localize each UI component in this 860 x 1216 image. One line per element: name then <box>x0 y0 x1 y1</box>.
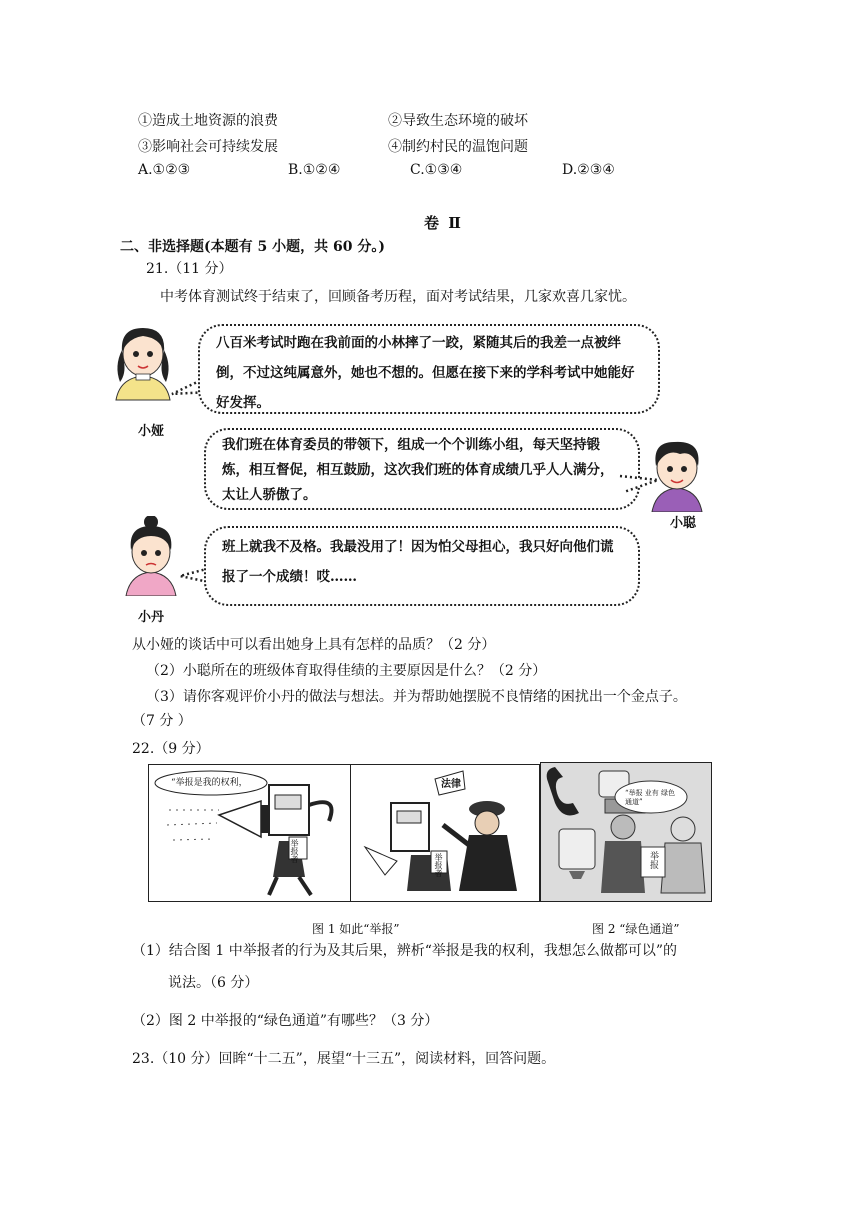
option-1: ①造成土地资源的浪费 <box>138 113 278 129</box>
xiaocong-speech-bubble: 我们班在体育委员的带领下，组成一个个训练小组，每天坚持锻炼，相互督促，相互鼓励，这次我们班的体育成绩几乎人人满分，太让人骄傲了。 <box>204 428 640 510</box>
panel1-bubble-text: “举报是我的权利， <box>171 778 248 788</box>
xiaoya-speech-bubble: 八百米考试时跑在我前面的小林摔了一跤，紧随其后的我差一点被绊倒，不过这纯属意外，她也不想的。但愿在接下来的学科考试中她能好好发挥。 <box>198 324 660 414</box>
q21-number: 21.（11 分） <box>146 261 233 277</box>
panel3-sign: 举报 <box>648 851 658 869</box>
q22-sub1-line2: 说法。（6 分） <box>168 975 259 991</box>
choice-c: C.①③④ <box>410 162 463 178</box>
panel3-bubble-text: “举报 业有 绿色通道” <box>625 789 676 806</box>
q21-intro: 中考体育测试终于结束了，回顾备考历程，面对考试结果，几家欢喜几家忧。 <box>160 289 636 305</box>
choice-a: A.①②③ <box>138 162 191 178</box>
figure2-panel <box>540 762 712 902</box>
xiaodan-avatar <box>118 516 184 596</box>
figure2-caption: 图 2 “绿色通道” <box>592 922 680 936</box>
choice-b: B.①②④ <box>288 162 341 178</box>
xiaodan-speech-bubble: 班上就我不及格。我最没用了！因为怕父母担心，我只好向他们谎报了一个成绩！哎…… <box>204 526 640 606</box>
option-2: ②导致生态环境的破坏 <box>388 113 528 129</box>
xiaocong-avatar <box>644 436 710 512</box>
option-4: ④制约村民的温饱问题 <box>388 139 528 155</box>
figure1-caption: 图 1 如此“举报” <box>312 922 400 936</box>
q22-sub2: （2）图 2 中举报的“绿色通道”有哪些？（3 分） <box>132 1013 439 1029</box>
volume-title: 卷 Ⅱ <box>424 214 463 232</box>
section-heading: 二、非选择题(本题有 5 小题，共 60 分。) <box>120 239 385 255</box>
q21-sub2: （2）小聪所在的班级体育取得佳绩的主要原因是什么？（2 分） <box>146 663 547 679</box>
xiaodan-name: 小丹 <box>138 610 165 625</box>
green-channel-illustration <box>541 763 711 901</box>
panel2-law-sign: 法律 <box>441 779 461 790</box>
q23-text: 23.（10 分）回眸“十二五”，展望“十三五”，阅读材料，回答问题。 <box>132 1051 556 1067</box>
option-3: ③影响社会可持续发展 <box>138 139 278 155</box>
figure1-panel-left <box>148 764 352 902</box>
panel1-tag: 举报者 <box>290 839 299 863</box>
xiaoya-avatar <box>110 322 176 402</box>
q21-sub3: （3）请你客观评价小丹的做法与想法。并为帮助她摆脱不良情绪的困扰出一个金点子。 <box>146 689 687 705</box>
q22-number: 22.（9 分） <box>132 741 210 757</box>
choice-d: D.②③④ <box>562 162 615 178</box>
figure1-panel-right <box>350 764 540 902</box>
panel2-tag: 举报者 <box>434 853 443 877</box>
q21-sub1: 从小娅的谈话中可以看出她身上具有怎样的品质？（2 分） <box>132 637 496 653</box>
q22-sub1-line1: （1）结合图 1 中举报者的行为及其后果，辨析“举报是我的权利，我想怎么做都可以”的 <box>132 943 678 959</box>
xiaocong-name: 小聪 <box>670 516 697 531</box>
xiaoya-name: 小娅 <box>138 424 165 439</box>
q21-sub3-score: （7 分 ） <box>132 713 192 729</box>
